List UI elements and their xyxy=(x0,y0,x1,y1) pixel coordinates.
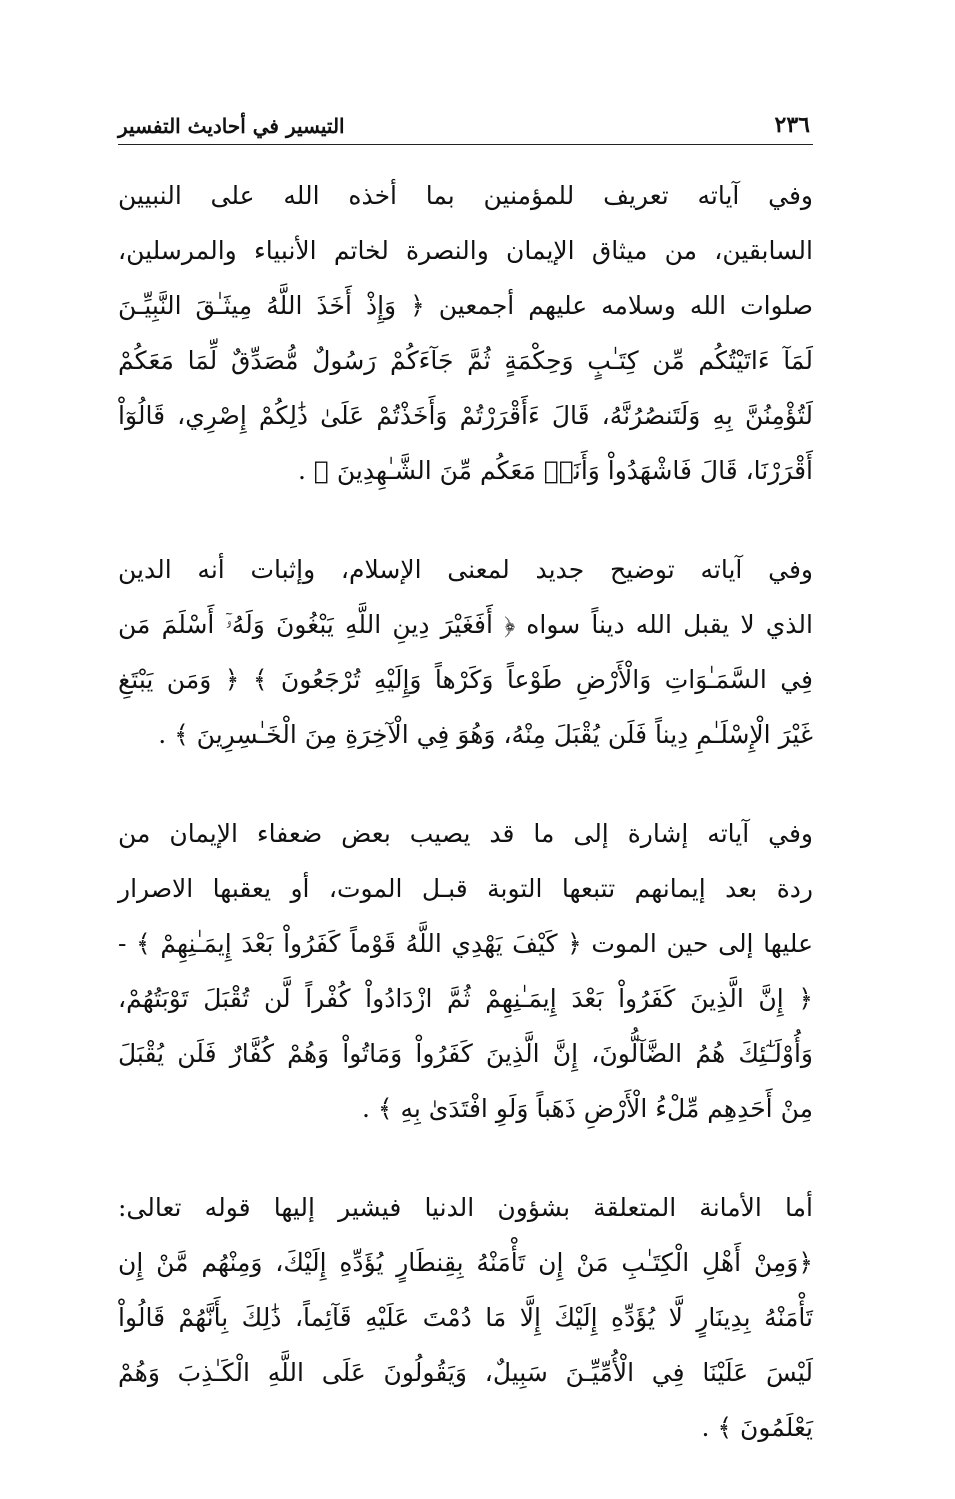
text-line: صلوات الله وسلامه عليهم أجمعين ﴿ وَإِذْ أَخَذَ اللَّهُ مِيثَـٰقَ النَّبِيِّـنَ xyxy=(118,291,813,320)
text-line: ﴿وَمِنْ أَهْلِ الْكِتَـٰبِ مَنْ إِن تَأْمَنْهُ بِقِنطَارٍ يُؤَدِّهِ إِلَيْكَ، وَمِنْهُم مَّنْ إِن xyxy=(118,1248,813,1277)
text-line: وفي آياته توضيح جديد لمعنى الإسلام، وإثبات أنه الدين xyxy=(118,555,813,584)
running-title: التيسير في أحاديث التفسير xyxy=(118,114,345,138)
paragraph-4 xyxy=(118,1180,813,1455)
text-line: تَأْمَنْهُ بِدِينَارٍ لَّا يُؤَدِّهِ إِلَيْكَ إِلَّا مَا دُمْتَ عَلَيْهِ قَآئِماً، ذَٰلِكَ بِأَنَّهُمْ قَالُواْ xyxy=(118,1303,813,1332)
text-line: غَيْرَ الْإِسْلَـٰمِ دِيناً فَلَن يُقْبَلَ مِنْهُ، وَهُوَ فِي الْآخِرَةِ مِنَ الْخَـٰسِرِينَ ﴾ . xyxy=(158,720,813,749)
page-header xyxy=(118,112,818,142)
text-line: مِنْ أَحَدِهِم مِّلْءُ الْأَرْضِ ذَهَباً وَلَوِ افْتَدَىٰ بِهِ ﴾ . xyxy=(361,1094,813,1123)
text-line: عليها إلى حين الموت ﴿ كَيْفَ يَهْدِي اللَّهُ قَوْماً كَفَرُواْ بَعْدَ إِيمَـٰنِهِمْ ﴾ - xyxy=(118,929,813,958)
text-line: فِي السَّمَـٰوَاتِ وَالْأَرْضِ طَوْعاً وَكَرْهاً وَإِلَيْهِ تُرْجَعُونَ ﴾ ﴿ وَمَن يَبْتَغِ xyxy=(118,665,813,694)
text-line: لَيْسَ عَلَيْنَا فِي الْأُمِّيِّـنَ سَبِيلٌ، وَيَقُولُونَ عَلَى اللَّهِ الْكَـٰذِبَ وَهُمْ xyxy=(118,1358,813,1387)
text-line: وفي آياته تعريف للمؤمنين بما أخذه الله على النبيين xyxy=(118,181,813,210)
paragraph-2 xyxy=(118,542,813,762)
text-line: وفي آياته إشارة إلى ما قد يصيب بعض ضعفاء الإيمان من xyxy=(118,819,813,848)
text-line: يَعْلَمُونَ ﴾ . xyxy=(701,1413,813,1442)
page-body xyxy=(118,168,813,1499)
text-line: ردة بعد إيمانهم تتبعها التوبة قبـل الموت، أو يعقبها الاصرار xyxy=(118,874,813,903)
text-line: أَقْرَرْنَا، قَالَ فَاشْهَدُواْ وَأَنَا۠ مَعَكُم مِّنَ الشَّـٰهِدِينَ ﴾ . xyxy=(298,456,813,485)
text-line: لَتُؤْمِنُنَّ بِهِ وَلَتَنصُرُنَّهُ، قَالَ ءَأَقْرَرْتُمْ وَأَخَذْتُمْ عَلَىٰ ذَٰلِكُمْ إِصْرِي، قَالُوٓاْ xyxy=(118,401,813,430)
text-line: ﴿ إِنَّ الَّذِينَ كَفَرُواْ بَعْدَ إِيمَـٰنِهِمْ ثُمَّ ازْدَادُواْ كُفْراً لَّن تُقْبَلَ تَوْبَتُهُمْ، xyxy=(118,984,813,1013)
text-line: وَأُوْلَـٰٓئِكَ هُمُ الضَّآلُّونَ، إِنَّ الَّذِينَ كَفَرُواْ وَمَاتُواْ وَهُمْ كُفَّارٌ فَلَن يُقْبَلَ xyxy=(118,1039,813,1068)
text-line: السابقين، من ميثاق الإيمان والنصرة لخاتم الأنبياء والمرسلين، xyxy=(118,236,813,265)
text-line: لَمَآ ءَاتَيْتُكُم مِّن كِتَـٰبٍ وَحِكْمَةٍ ثُمَّ جَآءَكُمْ رَسُولٌ مُّصَدِّقٌ لِّمَا مَعَكُمْ xyxy=(118,346,813,375)
paragraph-3 xyxy=(118,806,813,1136)
page-number: ٢٣٦ xyxy=(774,112,810,138)
text-line: الذي لا يقبل الله ديناً سواه ﴿ أَفَغَيْرَ دِينِ اللَّهِ يَبْغُونَ وَلَهُۥٓ أَسْلَمَ مَن xyxy=(118,610,813,639)
paragraph-1 xyxy=(118,168,813,498)
header-rule xyxy=(118,144,813,145)
text-line: أما الأمانة المتعلقة بشؤون الدنيا فيشير إليها قوله تعالى: xyxy=(118,1193,813,1222)
